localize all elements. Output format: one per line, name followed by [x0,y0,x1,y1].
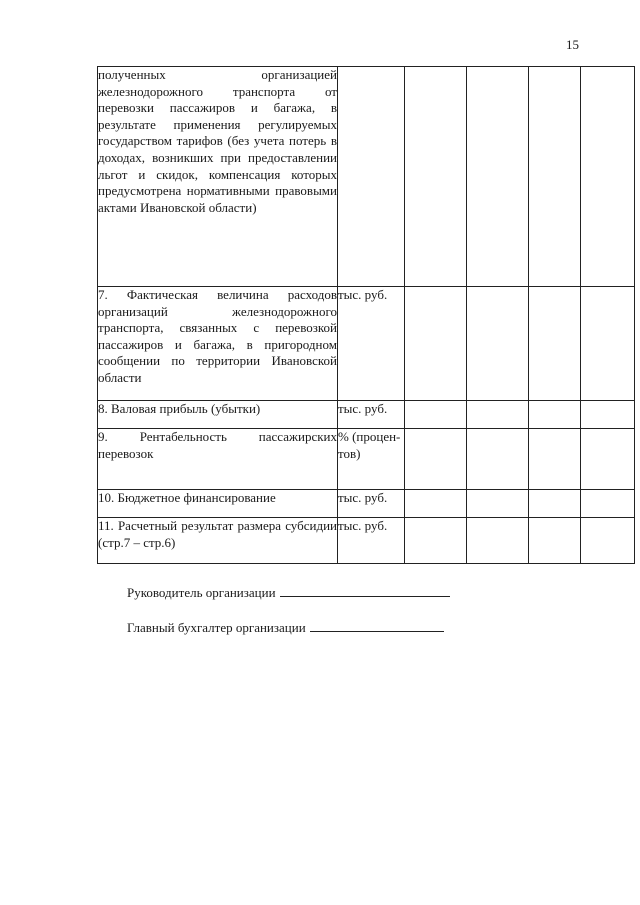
value-cell [581,67,635,287]
value-cell [529,518,581,564]
table-row [98,67,635,287]
value-cell [529,401,581,429]
signature-accountant-line [310,620,444,632]
signature-head [127,585,450,601]
signature-accountant [127,620,444,636]
row-description: 10. Бюджетное финансирование [98,490,338,518]
page-number: 15 [566,37,579,52]
value-cell [405,429,467,490]
value-cell [581,401,635,429]
value-cell [581,429,635,490]
value-cell [529,287,581,401]
row-unit: тыс. руб. [338,518,405,564]
value-cell [581,490,635,518]
value-cell [581,287,635,401]
value-cell [467,401,529,429]
report-table [97,66,635,564]
value-cell [405,67,467,287]
value-cell [467,429,529,490]
row-unit: % (процен-тов) [338,429,405,490]
value-cell [467,67,529,287]
row-description: 9. Рентабельность пассажирских перевозок [98,429,338,490]
row-description: 11. Расчетный результат размера субсидии (стр.7 – стр.6) [98,518,338,564]
table-row [98,429,635,490]
value-cell [405,287,467,401]
value-cell [467,518,529,564]
table-row [98,401,635,429]
value-cell [467,490,529,518]
value-cell [405,490,467,518]
row-unit: тыс. руб. [338,287,405,401]
row-unit [338,67,405,287]
value-cell [529,67,581,287]
value-cell [529,429,581,490]
row-unit: тыс. руб. [338,401,405,429]
value-cell [581,518,635,564]
row-description: 7. Фактическая величина расходов организаций железнодорожного транспорта, связанных с перевозкой пассажиров и багажа, в пригородном сообщении по территории Ивановской области [98,287,338,401]
signature-head-label: Руководитель организации [127,585,276,600]
signature-accountant-label: Главный бухгалтер организации [127,620,306,635]
row-description: 8. Валовая прибыль (убытки) [98,401,338,429]
table-row [98,287,635,401]
table-row [98,490,635,518]
row-description: полученных организацией железнодорожного транспорта от перевозки пассажиров и багажа, в результате применения регулируемых государством тарифов (без учета потерь в доходах, возникших при предоставлении льгот и скидок, компенсация которых предусмотрена нормативными правовыми актами Ивановской области) [98,67,338,287]
value-cell [467,287,529,401]
table-row [98,518,635,564]
row-unit: тыс. руб. [338,490,405,518]
value-cell [529,490,581,518]
value-cell [405,401,467,429]
signature-head-line [280,585,450,597]
value-cell [405,518,467,564]
